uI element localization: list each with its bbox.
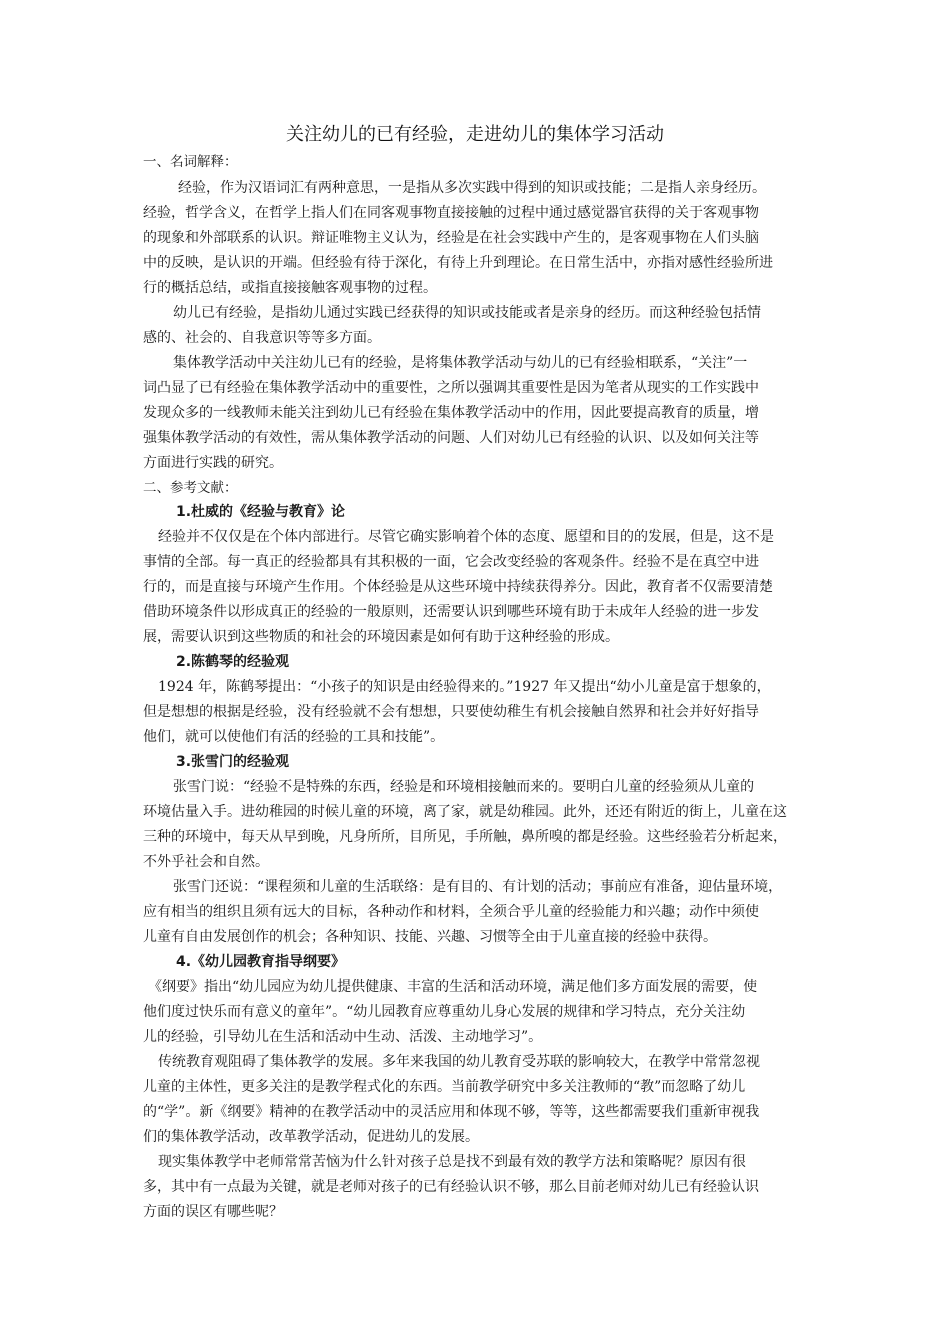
paragraph-line: 张雪门说：“经验不是特殊的东西，经验是和环境相接触而来的。要明白儿童的经验须从儿童的 [173,779,755,795]
paragraph-line: 中的反映，是认识的开端。但经验有待于深化，有待上升到理论。在日常生活中，亦指对感性经验所进 [143,255,773,271]
paragraph-line: 幼儿已有经验，是指幼儿通过实践已经获得的知识或技能或者是亲身的经历。而这种经验包括情 [173,305,761,321]
paragraph-line: 行的概括总结，或指直接接触客观事物的过程。 [143,280,437,296]
paragraph-line: 感的、社会的、自我意识等等多方面。 [143,330,381,346]
paragraph-line: 的现象和外部联系的认识。辩证唯物主义认为，经验是在社会实践中产生的，是客观事物在人们头脑 [143,230,759,246]
paragraph-line: 词凸显了已有经验在集体教学活动中的重要性，之所以强调其重要性是因为笔者从现实的工作实践中 [143,380,759,396]
paragraph-line: 他们度过快乐而有意义的童年”。“幼儿园教育应尊重幼儿身心发展的规律和学习特点，充分关注幼 [143,1004,746,1020]
paragraph-line: 1924 年，陈鹤琴提出：“小孩子的知识是由经验得来的。”1927 年又提出“幼小儿童是富于想象的， [158,679,771,695]
paragraph-line: 借助环境条件以形成真正的经验的一般原则，还需要认识到哪些环境有助于未成年人经验的进一步发 [143,604,759,620]
paragraph-line: 环境估量入手。进幼稚园的时候儿童的环境，离了家，就是幼稚园。此外，还还有附近的街上，儿童在这 [143,804,787,820]
paragraph-line: 方面的误区有哪些呢？ [143,1204,283,1220]
paragraph-line: 他们，就可以使他们有活的经验的工具和技能”。 [143,729,445,745]
paragraph-line: 不外乎社会和自然。 [143,854,269,870]
paragraph-line: 行的，而是直接与环境产生作用。个体经验是从这些环境中持续获得养分。因此，教育者不仅需要清楚 [143,579,773,595]
paragraph-line: 经验并不仅仅是在个体内部进行。尽管它确实影响着个体的态度、愿望和目的的发展，但是，这不是 [158,529,774,545]
paragraph-line: 经验，哲学含义，在哲学上指人们在同客观事物直接接触的过程中通过感觉器官获得的关于客观事物 [143,205,759,221]
paragraph-line: 儿童有自由发展创作的机会；各种知识、技能、兴趣、习惯等全由于儿童直接的经验中获得。 [143,929,717,945]
paragraph-line: 《纲要》指出“幼儿园应为幼儿提供健康、丰富的生活和活动环境，满足他们多方面发展的需要，使 [148,979,758,995]
paragraph-line: 现实集体教学中老师常常苦恼为什么针对孩子总是找不到最有效的教学方法和策略呢？原因有很 [158,1154,746,1170]
reference-heading-guidelines: 4.《幼儿园教育指导纲要》 [176,954,346,970]
section-heading-terms: 一、名词解释： [143,154,238,170]
reference-heading-chen: 2.陈鹤琴的经验观 [176,654,290,670]
reference-heading-zhang: 3.张雪门的经验观 [176,754,290,770]
paragraph-line: 传统教育观阻碍了集体教学的发展。多年来我国的幼儿教育受苏联的影响较大，在教学中常常忽视 [158,1054,760,1070]
paragraph-line: 儿的经验，引导幼儿在生活和活动中生动、活泼、主动地学习”。 [143,1029,543,1045]
section-heading-references: 二、参考文献： [143,480,238,496]
reference-heading-dewey: 1.杜威的《经验与教育》论 [176,504,346,520]
paragraph-line: 们的集体教学活动，改革教学活动，促进幼儿的发展。 [143,1129,479,1145]
paragraph-line: 经验，作为汉语词汇有两种意思，一是指从多次实践中得到的知识或技能；二是指人亲身经历。 [178,180,766,196]
paragraph-line: 方面进行实践的研究。 [143,455,283,471]
paragraph-line: 集体教学活动中关注幼儿已有的经验，是将集体教学活动与幼儿的已有经验相联系，“关注”一 [173,355,748,371]
paragraph-line: 儿童的主体性，更多关注的是教学程式化的东西。当前教学研究中多关注教师的“教”而忽略了幼儿 [143,1079,746,1095]
paragraph-line: 的“学”。新《纲要》精神的在教学活动中的灵活应用和体现不够，等等，这些都需要我们重新审视我 [143,1104,760,1120]
paragraph-line: 事情的全部。每一真正的经验都具有其积极的一面，它会改变经验的客观条件。经验不是在真空中进 [143,554,759,570]
paragraph-line: 展，需要认识到这些物质的和社会的环境因素是如何有助于这种经验的形成。 [143,629,619,645]
paragraph-line: 多，其中有一点最为关键，就是老师对孩子的已有经验认识不够，那么目前老师对幼儿已有经验认识 [143,1179,759,1195]
paragraph-line: 但是想想的根据是经验，没有经验就不会有想想，只要使幼稚生有机会接触自然界和社会并好好指导 [143,704,759,720]
paragraph-line: 张雪门还说：“课程须和儿童的生活联络：是有目的、有计划的活动；事前应有准备，迎估量环境， [173,879,783,895]
paragraph-line: 强集体教学活动的有效性，需从集体教学活动的问题、人们对幼儿已有经验的认识、以及如何关注等 [143,430,759,446]
document-title: 关注幼儿的已有经验，走进幼儿的集体学习活动 [286,124,664,145]
paragraph-line: 应有相当的组织且须有远大的目标，各种动作和材料，全须合乎儿童的经验能力和兴趣；动作中须使 [143,904,759,920]
paragraph-line: 三种的环境中，每天从早到晚，凡身所所，目所见，手所触，鼻所嗅的都是经验。这些经验若分析起来， [143,829,787,845]
paragraph-line: 发现众多的一线教师未能关注到幼儿已有经验在集体教学活动中的作用，因此要提高教育的质量，增 [143,405,759,421]
